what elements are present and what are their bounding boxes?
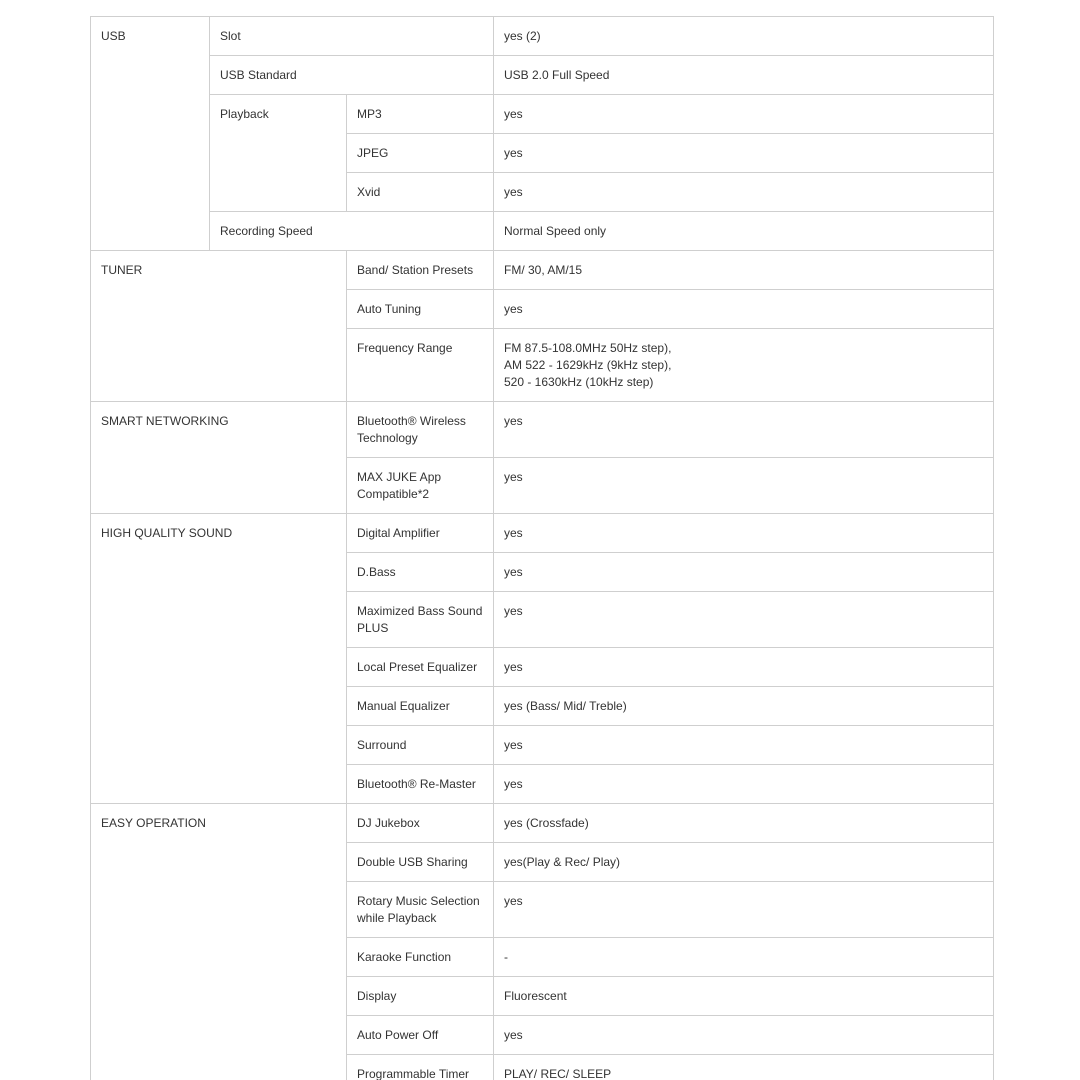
spec-label: Maximized Bass Sound PLUS: [347, 592, 494, 648]
table-row: [91, 514, 994, 553]
spec-value: Normal Speed only: [494, 212, 994, 251]
section-label-easy-operation: EASY OPERATION: [91, 804, 347, 1080]
spec-value: yes: [494, 553, 994, 592]
spec-value: USB 2.0 Full Speed: [494, 56, 994, 95]
table-row: [91, 402, 994, 458]
section-label-smart-networking: SMART NETWORKING: [91, 402, 347, 514]
spec-label: Rotary Music Selection while Playback: [347, 882, 494, 938]
spec-value: yes: [494, 765, 994, 804]
spec-label: Programmable Timer: [347, 1055, 494, 1080]
spec-label: Band/ Station Presets: [347, 251, 494, 290]
spec-label: Karaoke Function: [347, 938, 494, 977]
spec-label: DJ Jukebox: [347, 804, 494, 843]
spec-label: MP3: [347, 95, 494, 134]
spec-label: JPEG: [347, 134, 494, 173]
spec-label: Auto Power Off: [347, 1016, 494, 1055]
spec-label: Slot: [210, 17, 494, 56]
section-label-tuner: TUNER: [91, 251, 347, 402]
spec-value: yes: [494, 648, 994, 687]
spec-value: yes: [494, 514, 994, 553]
spec-value: yes (Bass/ Mid/ Treble): [494, 687, 994, 726]
spec-label: Surround: [347, 726, 494, 765]
spec-label: Xvid: [347, 173, 494, 212]
spec-value: Fluorescent: [494, 977, 994, 1016]
spec-value: yes: [494, 882, 994, 938]
spec-label: Bluetooth® Re-Master: [347, 765, 494, 804]
spec-label: MAX JUKE App Compatible*2: [347, 458, 494, 514]
spec-label: Local Preset Equalizer: [347, 648, 494, 687]
table-row: [91, 17, 994, 56]
spec-value: yes: [494, 402, 994, 458]
spec-label: Bluetooth® Wireless Technology: [347, 402, 494, 458]
spec-label: USB Standard: [210, 56, 494, 95]
spec-value: -: [494, 938, 994, 977]
spec-label: Recording Speed: [210, 212, 494, 251]
table-row: [91, 251, 994, 290]
spec-value: yes (Crossfade): [494, 804, 994, 843]
spec-value: FM/ 30, AM/15: [494, 251, 994, 290]
spec-value: FM 87.5-108.0MHz 50Hz step), AM 522 - 1629kHz (9kHz step), 520 - 1630kHz (10kHz step): [494, 329, 994, 402]
spec-label: Double USB Sharing: [347, 843, 494, 882]
spec-label: D.Bass: [347, 553, 494, 592]
spec-label: Manual Equalizer: [347, 687, 494, 726]
spec-value: yes: [494, 458, 994, 514]
spec-table: [90, 16, 994, 1080]
table-row: [91, 804, 994, 843]
spec-value: yes: [494, 95, 994, 134]
section-label-high-quality-sound: HIGH QUALITY SOUND: [91, 514, 347, 804]
section-label-usb: USB: [91, 17, 210, 251]
spec-value: yes: [494, 1016, 994, 1055]
spec-value: PLAY/ REC/ SLEEP: [494, 1055, 994, 1080]
spec-value: yes: [494, 726, 994, 765]
table-row: [91, 95, 994, 134]
spec-label: Display: [347, 977, 494, 1016]
subsection-label-playback: Playback: [210, 95, 347, 212]
spec-label: Auto Tuning: [347, 290, 494, 329]
spec-label: Frequency Range: [347, 329, 494, 402]
spec-value: yes (2): [494, 17, 994, 56]
table-row: [91, 212, 994, 251]
table-row: [91, 56, 994, 95]
spec-value: yes: [494, 592, 994, 648]
spec-value: yes(Play & Rec/ Play): [494, 843, 994, 882]
spec-value: yes: [494, 134, 994, 173]
spec-value: yes: [494, 173, 994, 212]
spec-label: Digital Amplifier: [347, 514, 494, 553]
spec-value: yes: [494, 290, 994, 329]
